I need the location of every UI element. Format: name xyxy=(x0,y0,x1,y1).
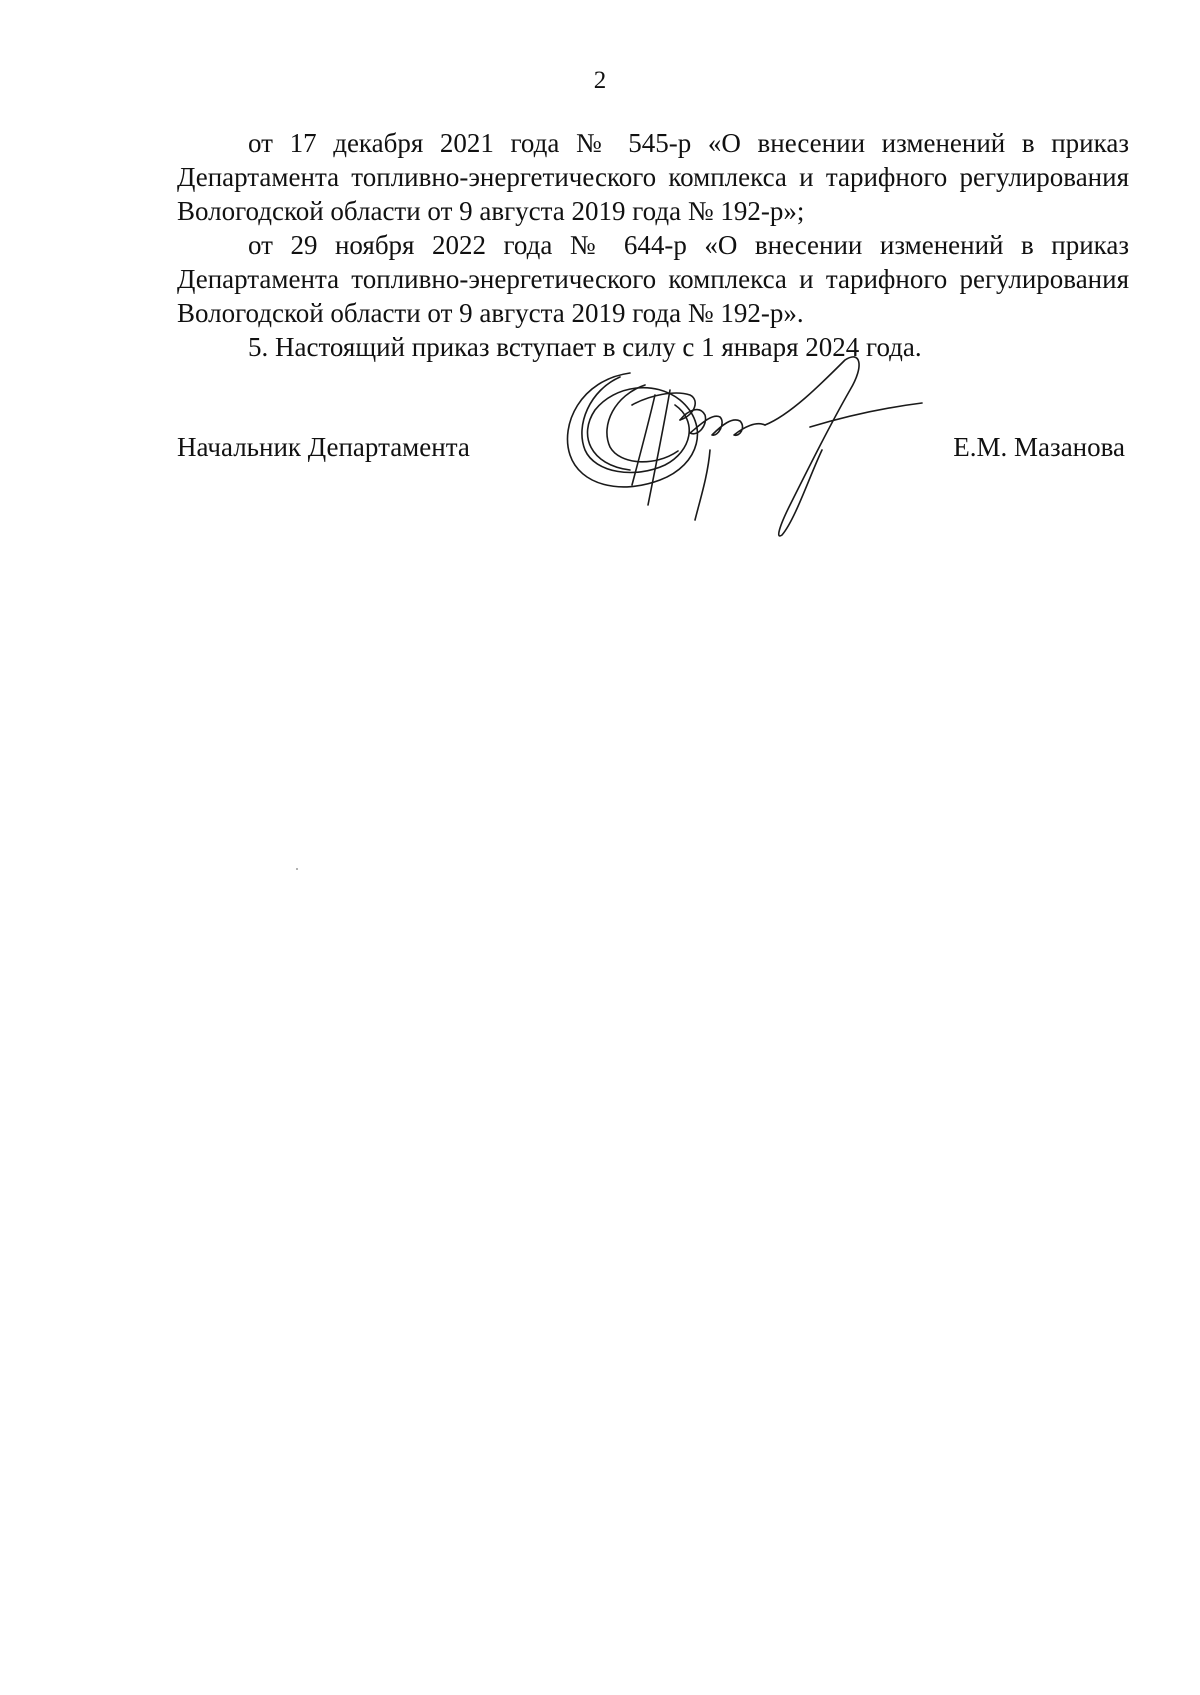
signature-lower-stroke xyxy=(695,450,710,520)
signatory-position: Начальник Департамента xyxy=(177,432,470,462)
paragraph-effective-date: 5. Настоящий приказ вступает в силу с 1 января 2024 года. xyxy=(248,332,922,362)
signature-loop-third xyxy=(607,385,678,462)
document-body xyxy=(177,126,1129,364)
page-number: 2 xyxy=(593,67,607,94)
signature-flourish-right xyxy=(765,357,859,536)
handwritten-signature xyxy=(560,355,940,555)
paragraph-order-644: от 29 ноября 2022 года № 644-р «О внесении изменений в приказ Департамента топливно-энергетического комплекса и тарифного регулирования Вологодской области от 9 августа 2019 года № 192-р». xyxy=(177,230,1129,328)
scan-speck xyxy=(296,868,298,870)
signature-cursive-middle xyxy=(680,410,765,436)
signature-loop-inner xyxy=(582,377,689,472)
signatory-name: Е.М. Мазанова xyxy=(953,432,1125,462)
signature-tail-stroke xyxy=(810,403,922,427)
paragraph-order-545: от 17 декабря 2021 года № 545-р «О внесении изменений в приказ Департамента топливно-энергетического комплекса и тарифного регулирования Вологодской области от 9 августа 2019 года № 192-р»; xyxy=(177,128,1129,226)
